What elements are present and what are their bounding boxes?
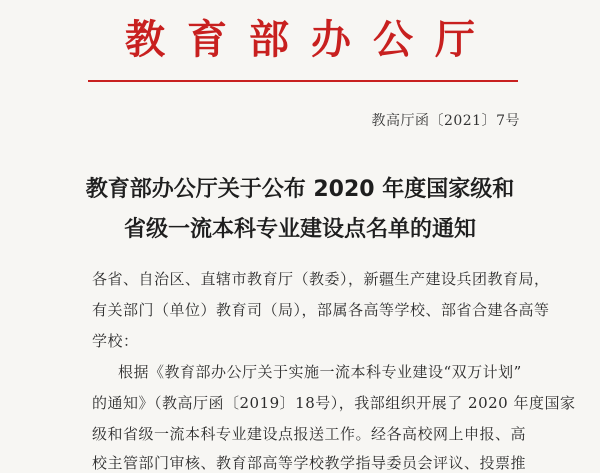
body-line-7: 校主管部门审核、教育部高等学校教学指导委员会评议、投票推 <box>92 454 527 472</box>
body-line-5: 的通知》（教高厅函〔2019〕18号），我部组织开展了 2020 年度国家 <box>92 394 576 412</box>
body-line-4: 根据《教育部办公厅关于实施一流本科专业建设“双万计划” <box>118 363 522 381</box>
issuing-office-header: 教育部办公厅 <box>125 17 497 63</box>
body-line-2: 有关部门（单位）教育司（局），部属各高等学校、部省合建各高等 <box>92 301 550 319</box>
body-line-1: 各省、自治区、直辖市教育厅（教委），新疆生产建设兵团教育局， <box>92 270 550 288</box>
body-line-6: 级和省级一流本科专业建设点报送工作。经各高校网上申报、高 <box>92 425 527 443</box>
document-title-line-1: 教育部办公厅关于公布 2020 年度国家级和 <box>85 177 515 202</box>
document-title-line-2: 省级一流本科专业建设点名单的通知 <box>123 217 476 242</box>
document-number: 教高厅函〔2021〕7号 <box>371 113 520 129</box>
red-header-rule <box>88 80 518 82</box>
body-line-3: 学校： <box>92 332 139 350</box>
